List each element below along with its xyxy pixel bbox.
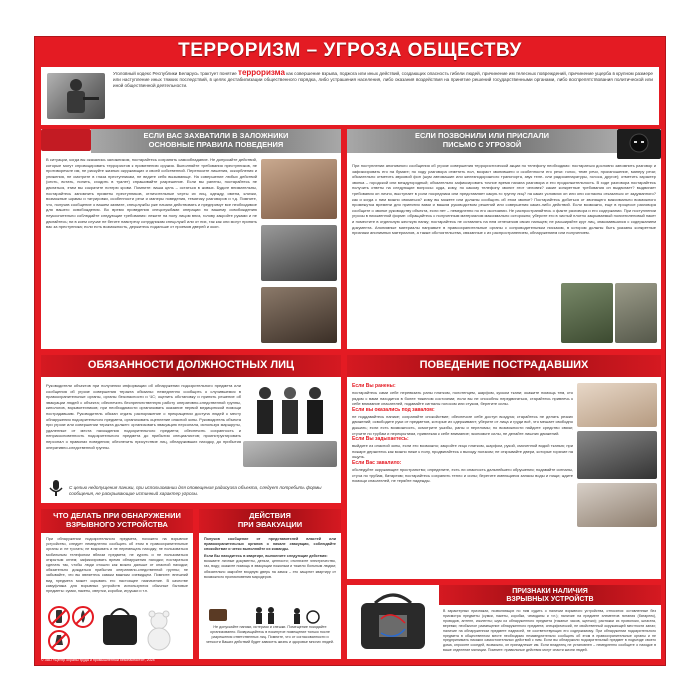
police-figure-icon (47, 73, 105, 119)
threat-text: При поступлении анонимного сообщения об угрозе совершения террористической акции по телефону необходимо: постараться дословно запомнить разговор и зафиксировать его на бумаге; по ходу разговора отметить пол, возраст звонившего и особенности его речи: голос, темп речи, произношение, манеру речи; обязательно отметить звуковой фон (шум автомашин или железнодорожного транспорта, звук теле- или радиоаппаратуры, голоса, другое); отметить характер звонка – городской или междугородный; обязательно зафиксировать точное время начала разговора и его продолжительность. В ходе разговора постарайтесь получить ответы на следующие вопросы: куда, кому, по какому телефону звонит этот человек? какие конкретные требования он выдвигает? выдвигает требования он лично, выступает в роли посредника или представляет какую-то группу лиц? на каких условиях он или они согласны отказаться от задуманного? как и когда с ним можно связаться? кому вы можете или должны сообщить об этом звонке? Постарайтесь добиться от звонящего максимально возможного промежутка времени для принятия вами и вашим руководством решений или совершения каких-либо действий. Если возможно, еще в процессе разговора сообщите о звонке руководству объекта, если нет – немедленно по его окончании. Не распространяйтесь о факте разговора и его содержании. При поступлении угрозы в письменной форме: обращайтесь с полученным материалом максимально осторожно; уберите его в чистый плотно закрываемый полиэтиленовый пакет и поместите в отдельную жесткую папку; постарайтесь не оставлять на нем отпечатков своих пальцев; не расширяйте круг лиц, знакомившихся с содержанием документа. Анонимные материалы направьте в правоохранительные органы с сопроводительным письмом, в котором должны быть указаны конкретные признаки анонимных материалов, а также обстоятельства, связанные с их распространением, обнаружением или получением. (352, 163, 656, 236)
officials-note: С целью недопущения паники, при использовании для оповещения радиоузла объекта, следует потребить формы сообщения, не раскрывающие истинный характер угрозы. (69, 485, 322, 496)
no-fire-icon (73, 607, 93, 627)
victims-section-text: не поддавайтесь панике; сохраняйте спокойствие; обеспечьте себе доступ воздуха; старайтесь не делать резких движений; освободите руки от предметов, которые их сдерживают; уберите от лица и груди всё, что мешает свободно дышать; если есть возможность, осмотрите ушибы, раны и переломы; по возможности найдите средство связи; стучите по трубам и перекрытиям, привлекая к себе внимание; экономьте силы, не делайте лишних движений. (352, 413, 573, 436)
bag-icon (103, 609, 137, 645)
threat-panel (347, 129, 661, 349)
hostage-title: ЕСЛИ ВАС ЗАХВАТИЛИ В ЗАЛОЖНИКИ ОСНОВНЫЕ ПРАВИЛА ПОВЕДЕНИЯ (91, 129, 341, 153)
signs-image (351, 589, 435, 655)
microphone-icon (47, 479, 65, 497)
threat-image (617, 129, 661, 159)
victims-sections (352, 383, 573, 575)
victims-panel (347, 355, 661, 579)
evacuation-title: ДЕЙСТВИЯ ПРИ ЭВАКУАЦИИ (199, 509, 341, 533)
prohibition-icons (47, 603, 187, 653)
no-touch-icon (49, 631, 69, 651)
intro-panel (41, 67, 659, 125)
victims-section-text: выйдите из опасной зоны, если это возможно; закройте лицо платком, шарфом, рукой, смоченной водой тканью; при пожаре держитесь как можно ниже к полу, продвигайтесь к выходу ползком; не открывайте двери, которые горячие на ощупь. (352, 443, 573, 460)
intro-text: как совершение взрыва, поджога или иных действий, создающих опасность гибели людей, причинение им телесных повреждений, причинение ущерба в крупном размере или наступление иных тяжких последствий, в целях дестабилизации общественного порядка, либо устрашения населения, либо оказания воздействия на принятие решений государственными органами, либо воспрепятствования политической или иной общественной деятельности. (113, 71, 653, 89)
intro-highlight: терроризма (238, 68, 285, 77)
hostage-photo-3 (261, 287, 337, 343)
masked-figure-icon (617, 129, 661, 159)
officials-text: Руководители объектов при получении информации об обнаружении подозрительного предмета или сообщения об угрозе совершения теракта обязаны: немедленно сообщить о случившемся в правоохранительные органы, органы безопасности и ЧС; оценить обстановку и принять решение об эвакуации людей с объекта; обеспечить беспрепятственную работу оперативно-следственной группы, кинологов, взрывотехников; при необходимости организовать оказание первой медицинской помощи пострадавшим. Руководитель обязан отдать распоряжение о прекращении доступа людей к месту обнаружения подозрительного предмета, организовать оцепление опасной зоны. Руководитель объекта при угрозе или совершении теракта должен: организовать эвакуацию персонала, используя маршруты, удаленные от места нахождения подозрительного предмета; обеспечить сохранность и неприкосновенность подозрительного предмета до прибытия специалистов; проинструктировать персонал о правилах поведения; обеспечить присутствие лиц, обнаруживших находку, до прибытия оперативно-следственной группы. (46, 383, 241, 450)
victims-section-text: постарайтесь сами себе перевязать раны платком, полотенцем, шарфом, куском ткани; окажите помощь тем, кто рядом с вами находится в более тяжелом состоянии; если вы не способны передвигаться, старайтесь привлечь к себе внимание спасателей, подавайте сигналы голосом или стуком, берегите силы. (352, 390, 573, 407)
evacuation-icons (205, 605, 335, 625)
explosive-device-icon (351, 589, 435, 655)
evacuation-text: возьмите личные документы, деньги, ценности; отключите электричество, газ, воду; окажите помощь в эвакуации пожилым и тяжело больным людям; обязательно закройте входную дверь на замок – это защитит квартиру от возможного проникновения мародеров. (204, 559, 336, 579)
victims-section-heading: Если вы оказались под завалом: (352, 406, 435, 413)
victims-section-heading: Если Вас завалило: (352, 459, 402, 466)
evacuation-lead: Получив сообщение от представителей властей или правоохранительных органов о начале эвакуации, соблюдайте спокойствие и четко выполняйте их команды. (204, 537, 336, 552)
no-phone-icon (49, 607, 69, 627)
threat-title: ЕСЛИ ПОЗВОНИЛИ ИЛИ ПРИСЛАЛИ ПИСЬМО С УГРОЗОЙ (347, 129, 617, 153)
victims-section-text: обследуйте окружающее пространство; определите, есть ли опасность дальнейшего обрушения; подавайте сигналы, стуча по трубам, батареям; постарайтесь сохранить тепло и силы; берегите имеющиеся запасы воды и пищи; ждите помощи спасателей, не теряйте надежды. (352, 466, 573, 484)
explosive-panel (41, 509, 193, 659)
hostage-photo-1 (261, 159, 337, 219)
hostage-panel (41, 129, 341, 349)
explosive-title: ЧТО ДЕЛАТЬ ПРИ ОБНАРУЖЕНИИ ВЗРЫВНОГО УСТРОЙСТВА (41, 509, 193, 533)
victims-section-heading: Если Вы ранены: (352, 383, 396, 389)
victims-title: ПОВЕДЕНИЕ ПОСТРАДАВШИХ (347, 355, 661, 377)
threat-photo-2 (615, 283, 657, 343)
teddy-bear-icon (148, 611, 170, 650)
copyright: © ЗАО «Центр охраны труда и промышленной безопасности», 2024 (41, 658, 155, 662)
poster-title: ТЕРРОРИЗМ – УГРОЗА ОБЩЕСТВУ (178, 40, 522, 61)
evacuation-panel (199, 509, 341, 659)
poster (34, 36, 666, 666)
explosive-text: При обнаружении подозрительного предмета, похожего на взрывное устройство, следует немедленно сообщить об этом в правоохранительные органы и: не трогать; не вскрывать и не перемещать находку; не пользоваться мобильным телефоном вблизи предмета; не курить и не пользоваться открытым огнем; зафиксировать время обнаружения находки; постараться сделать так, чтобы люди отошли как можно дальше от опасной находки; обязательно дождаться прибытия оперативно-следственной группы; не забывайте, что вы являетесь самым важным очевидцем. Помните: внешний вид предмета может скрывать его настоящее назначение. В качестве камуфляжа для взрывных устройств используются обычные бытовые предметы: сумки, пакеты, свертки, коробки, игрушки и т.п. (46, 537, 188, 594)
signs-text: В характерных признаках, позволяющих по ним судить о наличии взрывного устройства, относятся: оставленные без присмотра предметы (сумки, пакеты, коробки, чемоданы и т.п.); наличие на предмете элементов питания (батареек), проводов, антенн, изоленты; шум из обнаруженного предмета (тиканье часов, щелчки); растяжки из проволоки, шпагата, веревки; необычное размещение обнаруженного предмета; специфический, не свойственный окружающей местности запах; наличие на обнаруженном предмете надписей, не соответствующих его содержимому. При обнаружении подозрительного предмета в общественном месте необходимо незамедлительно сообщить об этом в правоохранительные органы и не предпринимать никаких самостоятельных действий с ним. Если вы обнаружили подозрительный предмет в подъезде своего дома, опросите соседей, возможно, он принадлежит им. Если владелец не установлен – немедленно сообщите о находке в ваше отделение милиции. Помните: правильные действия могут спасти жизни людей. (443, 609, 656, 653)
officials-image-2 (243, 441, 337, 467)
evacuation-body (204, 537, 336, 603)
hostage-photo-2 (261, 225, 337, 281)
officials-panel (41, 355, 341, 503)
threat-photo-1 (561, 283, 613, 343)
explosive-icons (47, 603, 187, 653)
intro-lead: Уголовный кодекс Республики Беларусь трактует понятие (113, 71, 237, 76)
signs-title: ПРИЗНАКИ НАЛИЧИЯ ВЗРЫВНЫХ УСТРОЙСТВ (439, 585, 661, 605)
officials-image-1 (243, 383, 337, 437)
signs-panel (347, 585, 661, 659)
victims-section-heading: Если Вы задыхаетесь: (352, 436, 409, 443)
victims-photo-3 (577, 483, 657, 527)
intro-image (47, 73, 105, 119)
business-people-icon (243, 383, 337, 437)
victims-photo-1 (577, 383, 657, 427)
hostage-image (41, 129, 91, 151)
evacuation-sub: Если Вы находитесь в квартире, выполните следующие действия: (204, 554, 328, 559)
evacuation-people-icon (205, 605, 335, 625)
hostage-text: В ситуации, когда вы оказались заложником, постарайтесь сохранять самообладание. Не допускайте действий, которые могут спровоцировать террористов к применению оружия. Выполняйте требования преступников, не противоречьте им, не рискуйте жизнью окружающих и своей собственной. Переносите лишения, оскорбления и унижения, не смотрите в глаза преступникам, не ведите себя вызывающе. На совершение любых действий (сесть, встать, попить, сходить в туалет) спрашивайте разрешение. Если вы ранены, постарайтесь не двигаться, этим вы сократите потерю крови. Помните: ваша цель – остаться в живых. Будьте внимательны, постарайтесь запомнить приметы преступников, отличительные черты их лиц, одежду, имена, клички, возможные шрамы и татуировки, особенности речи и манеры поведения, тематику разговоров и т.д. Помните, что, получив сообщение о вашем захвате, спецслужбы уже начали действовать и предпримут все необходимое для вашего освобождения. Во время проведения спецслужбами операции по вашему освобождению неукоснительно соблюдайте следующие требования: лежите на полу лицом вниз, голову закройте руками и не двигайтесь; ни в коем случае не бегите навстречу сотрудникам спецслужб или от них, так как они могут принять вас за преступника; если есть возможность, держитесь подальше от проемов дверей и окон. (46, 157, 257, 230)
victims-photo-2 (577, 431, 657, 479)
officials-title: ОБЯЗАННОСТИ ДОЛЖНОСТНЫХ ЛИЦ (41, 355, 341, 377)
evacuation-footer: Не допускайте паники, истерики и спешки. Помещение покидайте организованно. Возвращайтесь в покинутое помещение только после разрешения ответственных лиц. Помните, что от согласованности и четкости Ваших действий будет зависеть жизнь и здоровье многих людей. (205, 625, 335, 644)
